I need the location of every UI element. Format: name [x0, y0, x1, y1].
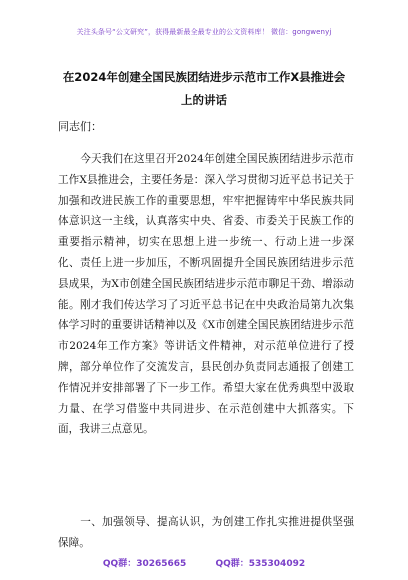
body-paragraph-intro: 今天我们在这里召开2024年创建全国民族团结进步示范市工作X县推进会，主要任务是：深入学习贯彻习近平总书记关于加强和改进民族工作的重要思想，牢牢把握铸牢中华民族共同体意识这一主线，认真落实中央、省委、市委关于民族工作的重要指示精神，切实在思想上进一步统一、行动上进一步深化、责任上进一步加压，不断巩固提升全国民族团结进步示范县成果，为X市创建全国民族团结进步示范市聊足干劲、增添动能。刚才我们传达学习了习近平总书记在中央政治局第九次集体学习时的重要讲话精神以及《X市创建全国民族团结进步示范市2024年工作方案》等讲话文件精神，对示范单位进行了授牌，部分单位作了交流发言，县民创办负责同志通报了创建工作情况并安排部署了下一步工作。希望大家在优秀典型中汲取力量、在学习借鉴中共同进步、在示范创建中大抓落实。下面，我讲三点意见。 [58, 153, 354, 436]
salutation: 同志们： [58, 120, 102, 133]
document-title: 在2024年创建全国民族团结进步示范市工作X县推进会上的讲话 [62, 70, 346, 107]
footer-qq-group-1: QQ群：30265665 [102, 559, 187, 569]
body-paragraph-section-one: 一、加强领导、提高认识，为创建工作扎实推进提供坚强保障。 [58, 516, 354, 549]
header-notice: 关注头条号“公文研究”，获得最新最全最专业的公文资料库！ 微信：gongwenyj [76, 28, 332, 36]
footer-qq-group-2: QQ群：535304092 [215, 559, 306, 569]
footer-contact [0, 556, 408, 569]
